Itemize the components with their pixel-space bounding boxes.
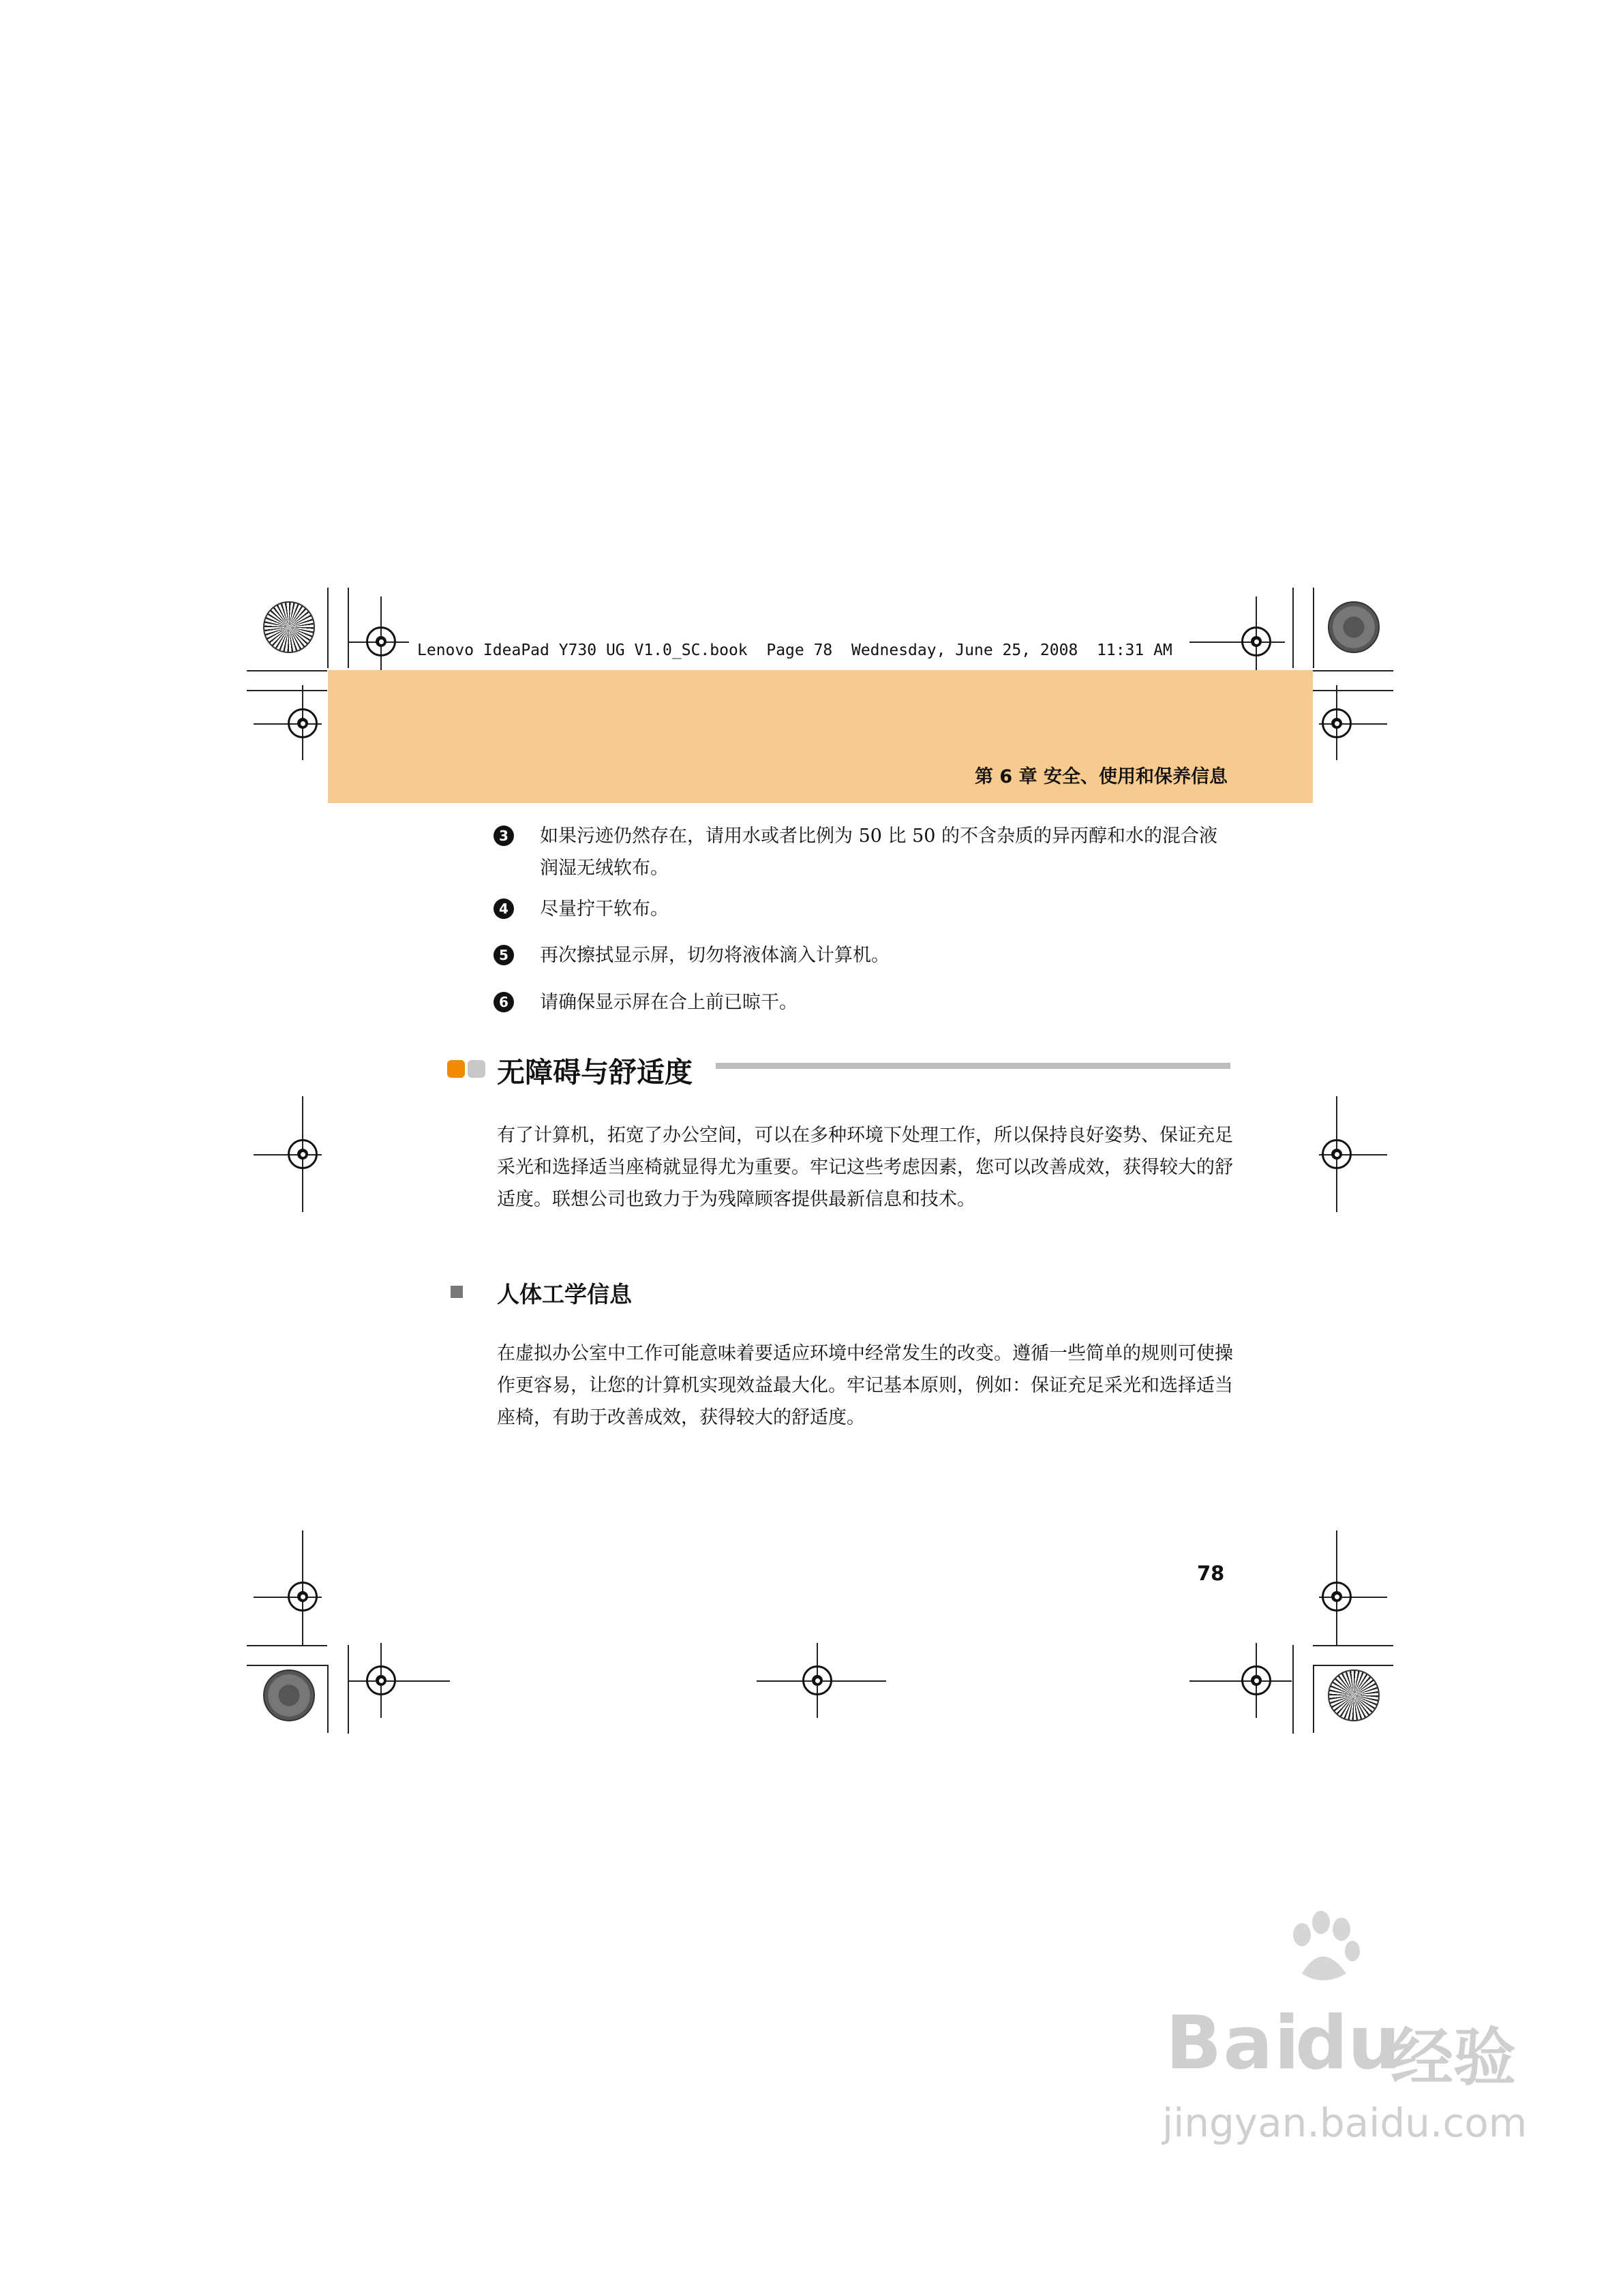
crop-line — [1313, 1645, 1393, 1646]
subsection-bullet-icon — [451, 1286, 463, 1298]
crop-line — [348, 1680, 450, 1682]
step-text: 如果污迹仍然存在，请用水或者比例为 50 比 50 的不含杂质的异丙醇和水的混合液润湿无绒软布。 — [540, 826, 1218, 879]
crop-line — [247, 690, 327, 691]
step-text: 请确保显示屏在合上前已晾干。 — [540, 992, 798, 1013]
crop-line — [1313, 670, 1393, 671]
section-paragraph: 有了计算机，拓宽了办公空间，可以在多种环境下处理工作，所以保持良好姿势、保证充足采光和选择适当座椅就显得尤为重要。牢记这些考虑因素，您可以改善成效，获得较大的舒适度。联想公司也致力于为残障顾客提供最新信息和技术。 — [497, 1125, 1233, 1210]
registration-mark-icon — [802, 1665, 832, 1695]
crop-line — [247, 1665, 327, 1666]
step-text: 尽量拧干软布。 — [540, 898, 669, 920]
print-file-header: Lenovo IdeaPad Y730 UG V1.0_SC.book Page 78 Wednesday, June 25, 2008 11:31 AM — [417, 641, 1172, 659]
crop-line — [1313, 588, 1314, 668]
color-wheel-icon — [1328, 601, 1380, 653]
registration-mark-icon — [366, 1665, 396, 1695]
registration-mark-icon — [288, 708, 318, 738]
chapter-title: 第 6 章 安全、使用和保养信息 — [975, 766, 1228, 787]
step-number-icon: 6 — [494, 992, 514, 1012]
step-item — [495, 939, 1231, 971]
registration-mark-icon — [1322, 708, 1352, 738]
registration-mark-icon — [288, 1139, 318, 1169]
watermark-brand-2: du — [1295, 2001, 1401, 2086]
watermark-brand: Bai — [1166, 2001, 1301, 2086]
section-marker-gray-icon — [468, 1060, 485, 1078]
crop-line — [247, 1645, 327, 1646]
crop-line — [1292, 1645, 1294, 1734]
step-number-icon: 5 — [494, 945, 514, 965]
registration-mark-icon — [288, 1582, 318, 1612]
crop-line — [1292, 588, 1294, 668]
crop-line — [348, 1645, 349, 1734]
crop-line — [1313, 1665, 1393, 1666]
step-number-icon: 4 — [494, 898, 514, 919]
crop-line — [1313, 1665, 1314, 1733]
step-item — [495, 820, 1231, 884]
registration-mark-icon — [1322, 1139, 1352, 1169]
color-wheel-icon — [263, 1670, 315, 1721]
step-item — [495, 986, 1231, 1018]
step-item — [495, 893, 1231, 925]
registration-mark-icon — [1241, 1665, 1271, 1695]
paw-logo-icon — [1281, 1909, 1363, 1991]
registration-mark-icon — [1241, 626, 1271, 656]
color-wheel-icon — [1328, 1670, 1380, 1721]
watermark-url: jingyan.baidu.com — [1162, 2100, 1528, 2146]
crop-line — [1313, 690, 1393, 691]
page-number: 78 — [1197, 1562, 1225, 1585]
section-marker-orange-icon — [447, 1060, 465, 1078]
registration-mark-icon — [366, 626, 396, 656]
crop-line — [247, 670, 327, 671]
crop-line — [1189, 1680, 1292, 1682]
crop-line — [348, 588, 349, 668]
section-title-rule — [716, 1063, 1230, 1069]
step-number-icon: 3 — [494, 826, 514, 846]
step-text: 再次擦拭显示屏，切勿将液体滴入计算机。 — [540, 945, 890, 966]
color-wheel-icon — [263, 601, 315, 653]
subsection-paragraph: 在虚拟办公室中工作可能意味着要适应环境中经常发生的改变。遵循一些简单的规则可使操作更容易，让您的计算机实现效益最大化。牢记基本原则，例如：保证充足采光和选择适当座椅，有助于改善成效，获得较大的舒适度。 — [497, 1343, 1233, 1428]
registration-mark-icon — [1322, 1582, 1352, 1612]
crop-line — [327, 588, 329, 668]
watermark-label: 经验 — [1391, 2021, 1517, 2094]
section-title: 无障碍与舒适度 — [497, 1056, 693, 1089]
subsection-title: 人体工学信息 — [497, 1281, 632, 1308]
crop-line — [327, 1665, 329, 1733]
